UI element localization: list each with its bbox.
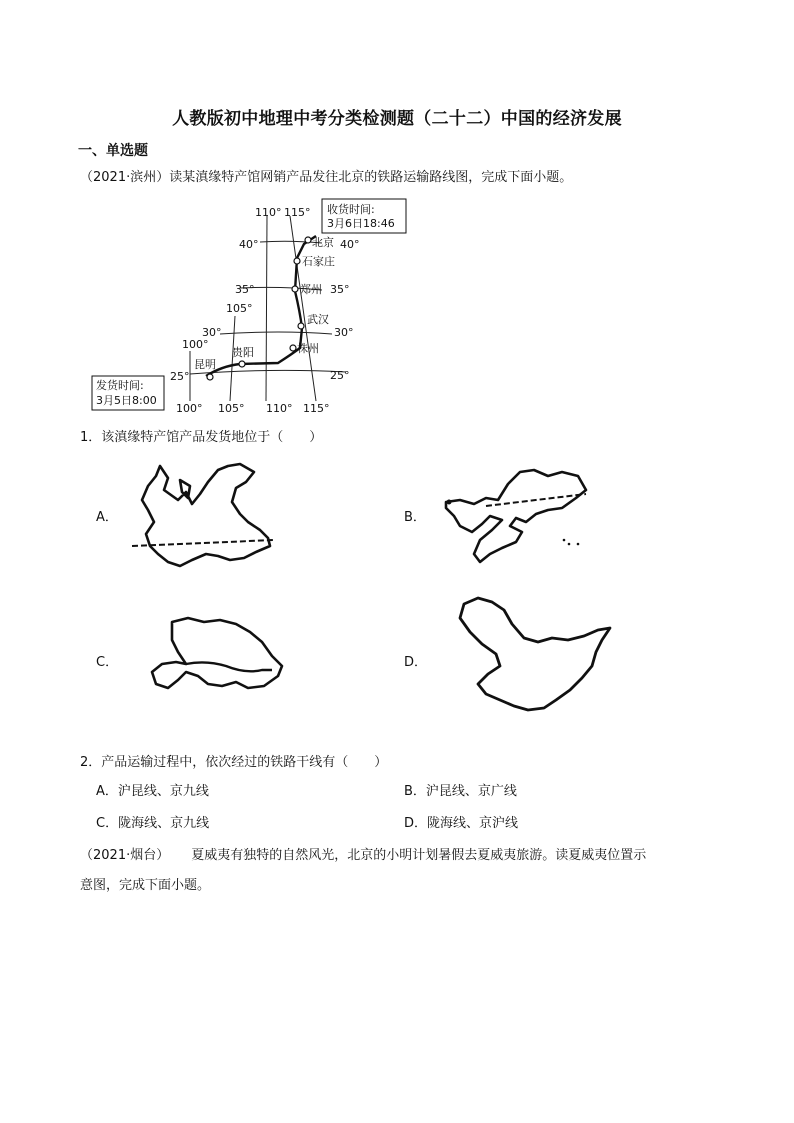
q1-option-b[interactable]: B． [404, 510, 426, 525]
wuhan-dot [298, 323, 304, 329]
province-outline-d[interactable] [452, 594, 616, 720]
q1-option-d[interactable]: D． [404, 655, 428, 670]
outline-path [460, 598, 610, 710]
intro-text-line2: 意图，完成下面小题。 [80, 878, 211, 893]
city-zhengzhou: 郑州 [300, 283, 322, 296]
lat-right-35: 35° [330, 283, 350, 296]
intro-text: 读某滇缘特产馆网销产品发往北京的铁路运输路线图，完成下面小题。 [169, 170, 573, 185]
outline-path [142, 464, 270, 566]
lon-bottom-105: 105° [218, 402, 245, 415]
lat-left-40: 40° [239, 238, 259, 251]
lat-right-25: 25° [330, 369, 350, 382]
island-dot [568, 543, 571, 546]
shijiazhuang-dot [294, 258, 300, 264]
city-kunming: 昆明 [194, 358, 216, 371]
railway-line [206, 236, 316, 376]
province-outline-a[interactable] [128, 460, 278, 570]
province-outline-b[interactable] [440, 460, 600, 570]
lon-mid-100: 100° [182, 338, 209, 351]
zhuzhou-dot [290, 345, 296, 351]
send-time: 3月5日8:00 [96, 394, 157, 407]
source-tag: （2021·滨州） [80, 170, 170, 185]
lat-left-35: 35° [235, 283, 255, 296]
city-shijiazhuang: 石家庄 [302, 255, 335, 268]
question-intro-2 [80, 844, 646, 863]
question-1-stem: 1．该滇缘特产馆产品发货地位于（ ） [80, 430, 323, 445]
lon-bottom-100: 100° [176, 402, 203, 415]
lon-bottom-115: 115° [303, 402, 330, 415]
lon-top-115: 115° [284, 206, 311, 219]
island-dot [447, 500, 452, 505]
lat-left-25: 25° [170, 370, 190, 383]
zhengzhou-dot [292, 286, 298, 292]
railway-route-map [90, 196, 395, 418]
receive-time: 3月6日18:46 [327, 217, 395, 230]
source-tag: （2021·烟台） [80, 848, 170, 863]
meridian-110 [266, 216, 267, 401]
q2-option-a[interactable]: A．沪昆线、京九线 [96, 784, 209, 799]
question-intro-1 [80, 166, 572, 185]
lat-right-40: 40° [340, 238, 360, 251]
q2-option-d[interactable]: D．陇海线、京沪线 [404, 816, 519, 831]
lon-bottom-110: 110° [266, 402, 293, 415]
parallel-30 [220, 332, 332, 334]
outline-path [446, 470, 586, 562]
city-guiyang: 贵阳 [232, 346, 254, 359]
q1-option-a[interactable]: A． [96, 510, 118, 525]
send-label: 发货时间: [96, 379, 144, 392]
outline-path [152, 618, 282, 688]
lon-mid-105: 105° [226, 302, 253, 315]
island-dot [577, 543, 580, 546]
question-2-stem: 2．产品运输过程中，依次经过的铁路干线有（ ） [80, 755, 388, 770]
city-beijing: 北京 [312, 236, 334, 249]
q2-option-c[interactable]: C．陇海线、京九线 [96, 816, 210, 831]
section-heading: 一、单选题 [78, 143, 148, 159]
lon-top-110: 110° [255, 206, 282, 219]
beijing-dot [305, 237, 311, 243]
lat-right-30: 30° [334, 326, 354, 339]
q2-option-b[interactable]: B．沪昆线、京广线 [404, 784, 517, 799]
q1-option-c[interactable]: C． [96, 655, 119, 670]
guiyang-dot [239, 361, 245, 367]
inner-boundary [186, 662, 272, 671]
province-outline-c[interactable] [146, 612, 292, 696]
lat-left-30: 30° [202, 326, 222, 339]
kunming-dot [207, 374, 213, 380]
city-zhuzhou: 株州 [297, 342, 319, 355]
island-dot [563, 539, 566, 542]
receive-label: 收货时间: [327, 203, 375, 216]
intro-text-line1: 夏威夷有独特的自然风光，北京的小明计划暑假去夏威夷旅游。读夏威夷位置示 [191, 848, 647, 863]
city-wuhan: 武汉 [307, 313, 329, 326]
tropic-line [132, 540, 274, 546]
page-title: 人教版初中地理中考分类检测题（二十二）中国的经济发展 [172, 109, 622, 129]
